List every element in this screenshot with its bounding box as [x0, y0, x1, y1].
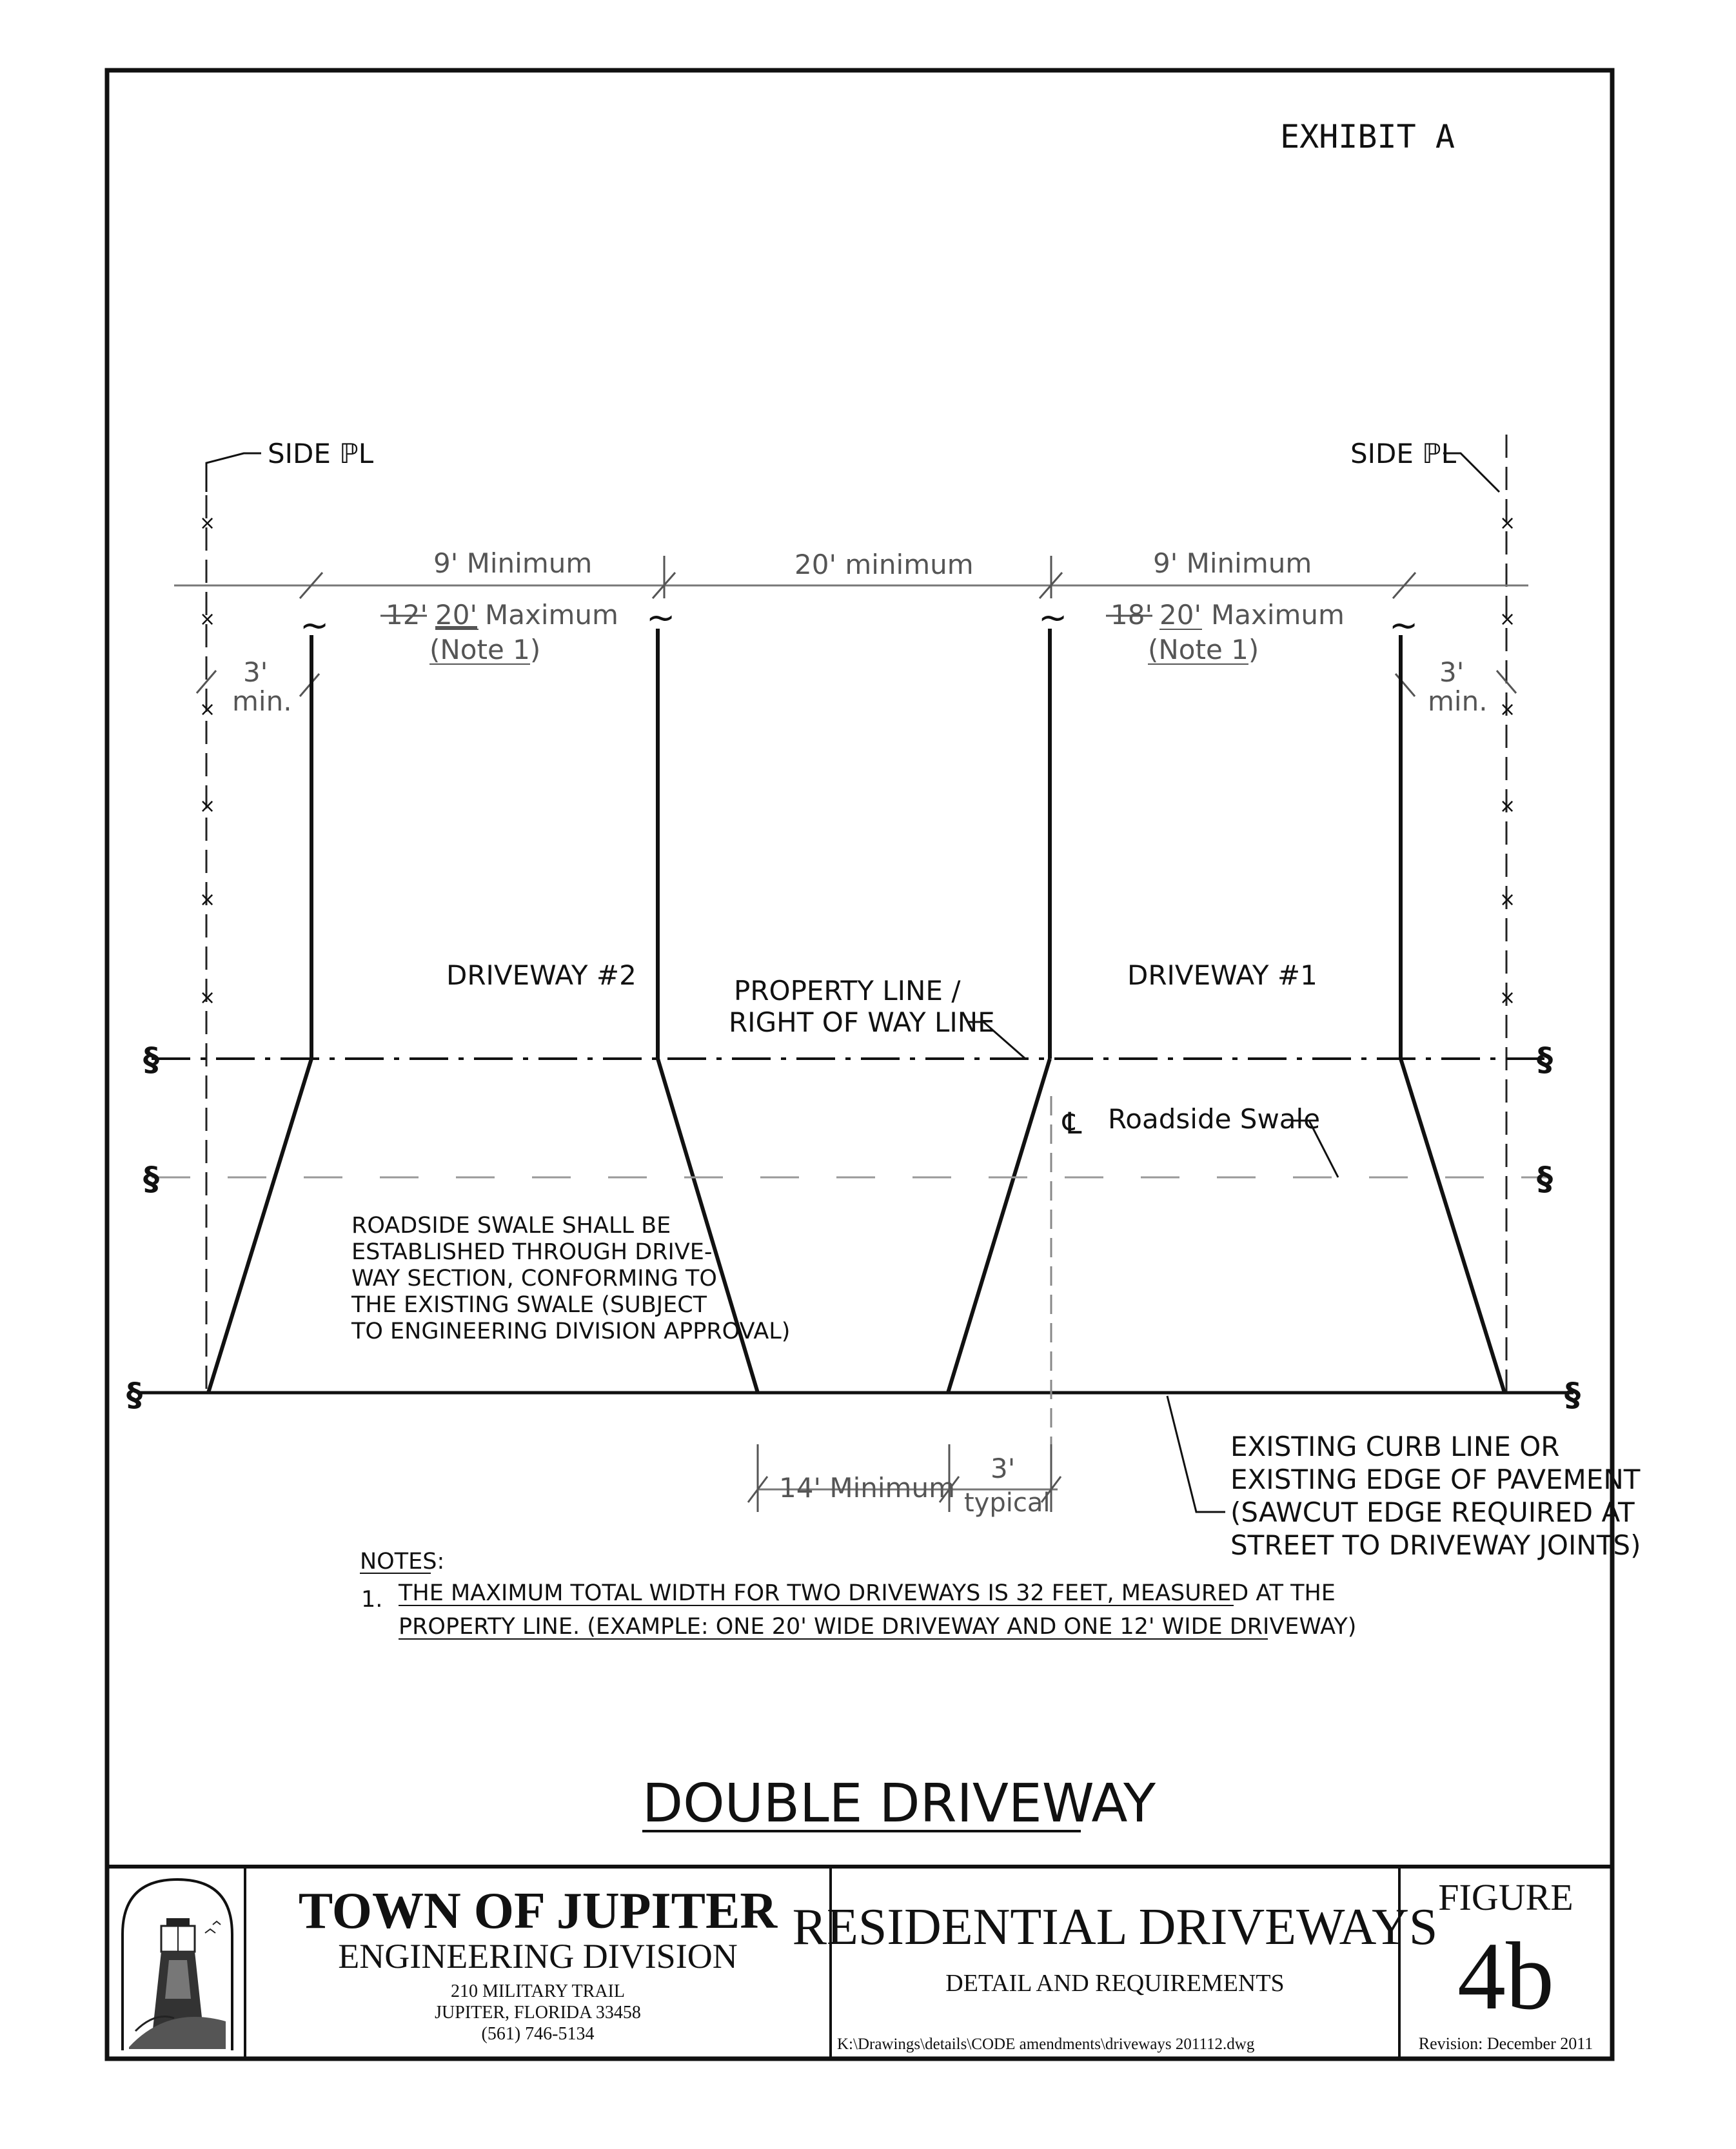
org-phone: (561) 746-5134 — [481, 2024, 595, 2044]
lighthouse-logo-icon — [123, 1879, 232, 2050]
svg-text:~: ~ — [1389, 605, 1419, 645]
curb-note-line: EXISTING CURB LINE OR — [1230, 1431, 1560, 1462]
dim-right-max-struck: 18' — [1110, 599, 1152, 631]
side-pl-left-label: SIDE ℙL — [268, 438, 374, 469]
fence-marks-right — [1499, 512, 1515, 1009]
svg-text:§: § — [126, 1376, 143, 1413]
dim-left-minimum: 9' Minimum — [433, 547, 593, 579]
dim-bottom-3ft: 3' — [991, 1453, 1016, 1484]
dim-right-minimum: 9' Minimum — [1153, 547, 1312, 579]
driveway-2-label: DRIVEWAY #2 — [446, 959, 636, 991]
svg-text:×: × — [1499, 888, 1516, 911]
dim-right-3ft: 3' — [1439, 656, 1465, 688]
swale-note-line: TO ENGINEERING DIVISION APPROVAL) — [351, 1319, 791, 1344]
property-line-label-2: RIGHT OF WAY LINE — [729, 1006, 995, 1038]
driveway-1-label: DRIVEWAY #1 — [1127, 959, 1317, 991]
dim-right-note: (Note 1) — [1148, 634, 1259, 665]
svg-text:×: × — [199, 512, 216, 535]
swale-note-line: WAY SECTION, CONFORMING TO — [351, 1266, 717, 1291]
svg-text:×: × — [1499, 795, 1516, 818]
exhibit-label: EXHIBIT A — [1280, 118, 1455, 155]
dim-bottom-3ft-typical: typical — [964, 1488, 1050, 1518]
fence-marks-left — [199, 512, 215, 1009]
notes-heading: NOTES: — [360, 1549, 445, 1575]
sheet-subtitle: DETAIL AND REQUIREMENTS — [945, 1970, 1285, 1997]
dim-left-max-word: Maximum — [485, 599, 618, 631]
svg-text:§: § — [143, 1160, 159, 1197]
dim-bottom-14-minimum: 14' Minimum — [779, 1472, 955, 1504]
dim-left-3ft: 3' — [243, 656, 268, 688]
sheet-title: RESIDENTIAL DRIVEWAYS — [792, 1899, 1438, 1956]
dim-center-minimum: 20' minimum — [794, 549, 974, 580]
svg-text:×: × — [199, 888, 216, 911]
swale-note-line: ESTABLISHED THROUGH DRIVE- — [351, 1239, 713, 1265]
dim-left-3ft-min: min. — [232, 685, 292, 717]
revision-date: Revision: December 2011 — [1418, 2034, 1593, 2053]
svg-text:×: × — [199, 986, 216, 1009]
org-address-2: JUPITER, FLORIDA 33458 — [435, 2003, 641, 2023]
figure-number: 4b — [1457, 1923, 1554, 2030]
svg-text:×: × — [1499, 608, 1516, 631]
note-1-line-2: PROPERTY LINE. (EXAMPLE: ONE 20' WIDE DRIVEWAY AND ONE 12' WIDE DRIVEWAY) — [399, 1614, 1357, 1640]
swale-note-line: THE EXISTING SWALE (SUBJECT — [351, 1292, 707, 1318]
svg-text:§: § — [1537, 1160, 1553, 1197]
svg-text:§: § — [143, 1041, 159, 1078]
sheet-border — [107, 70, 1612, 2059]
org-name: TOWN OF JUPITER — [298, 1883, 778, 1939]
svg-text:×: × — [199, 608, 216, 631]
figure-label: FIGURE — [1438, 1876, 1573, 1918]
side-pl-leader-left — [206, 453, 261, 492]
svg-text:§: § — [1537, 1041, 1553, 1078]
svg-text:~: ~ — [1038, 597, 1068, 638]
svg-text:~: ~ — [646, 597, 676, 638]
plan-drawing — [126, 435, 1641, 1561]
dim-right-max-word: Maximum — [1211, 599, 1345, 631]
swale-cl-symbol: ℄ — [1063, 1106, 1082, 1141]
property-line-label-1: PROPERTY LINE / — [734, 975, 961, 1006]
svg-text:×: × — [199, 698, 216, 721]
note-number: 1. — [361, 1587, 383, 1613]
swale-label: Roadside Swale — [1108, 1103, 1321, 1135]
drawing-title: DOUBLE DRIVEWAY — [642, 1773, 1156, 1834]
title-block — [107, 1867, 1612, 2059]
org-division: ENGINEERING DIVISION — [338, 1937, 738, 1976]
curb-leader — [1167, 1396, 1225, 1512]
dim-left-note: (Note 1) — [429, 634, 541, 665]
svg-text:×: × — [1499, 512, 1516, 535]
break-symbols-lines — [126, 1041, 1581, 1413]
file-path: K:\Drawings\details\CODE amendments\driveways 201112.dwg — [837, 2036, 1255, 2053]
curb-note-line: (SAWCUT EDGE REQUIRED AT — [1230, 1496, 1635, 1528]
three-foot-ticks — [197, 671, 1516, 696]
dim-right-3ft-min: min. — [1428, 685, 1488, 717]
notes-section — [360, 1549, 1356, 1640]
svg-text:×: × — [1499, 698, 1516, 721]
svg-text:×: × — [1499, 986, 1516, 1009]
curb-note-line: EXISTING EDGE OF PAVEMENT — [1230, 1464, 1641, 1495]
note-1-line-1: THE MAXIMUM TOTAL WIDTH FOR TWO DRIVEWAYS IS 32 FEET, MEASURED AT THE — [399, 1580, 1336, 1606]
curb-note-line: STREET TO DRIVEWAY JOINTS) — [1230, 1529, 1641, 1561]
curb-note — [1230, 1431, 1641, 1561]
dim-left-max-new: 20' — [435, 599, 477, 631]
svg-text:§: § — [1564, 1376, 1581, 1413]
org-address-1: 210 MILITARY TRAIL — [451, 1981, 625, 2001]
svg-text:×: × — [199, 795, 216, 818]
side-pl-right-label: SIDE ℙL — [1350, 438, 1457, 469]
dim-left-max-struck: 12' — [386, 599, 428, 631]
svg-text:~: ~ — [300, 605, 330, 645]
dim-right-max-new: 20' — [1159, 599, 1201, 631]
swale-note-line: ROADSIDE SWALE SHALL BE — [351, 1213, 671, 1239]
